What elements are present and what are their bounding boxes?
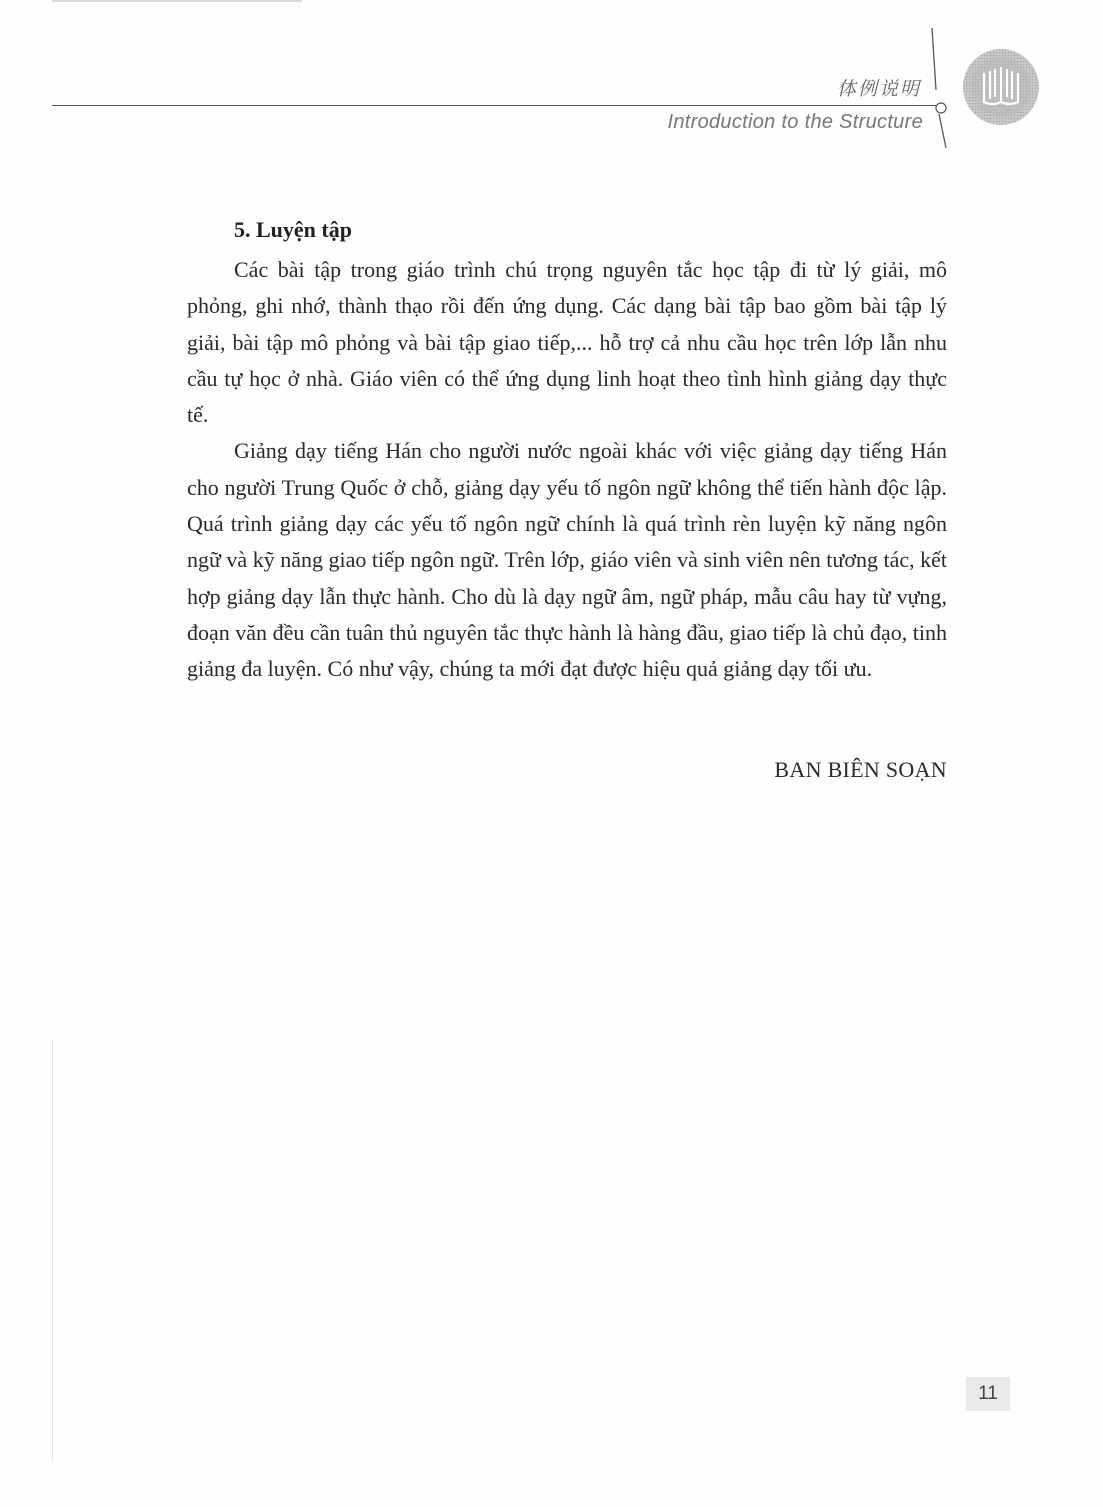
book-logo-icon bbox=[962, 48, 1040, 126]
main-content bbox=[187, 212, 947, 688]
paragraph-2: Giảng dạy tiếng Hán cho người nước ngoài khác với việc giảng dạy tiếng Hán cho người Trung Quốc ở chỗ, giảng dạy yếu tố ngôn ngữ không thể tiến hành độc lập. Quá trình giảng dạy các yếu tố ngôn ngữ chính là quá trình rèn luyện kỹ năng ngôn ngữ và kỹ năng giao tiếp ngôn ngữ. Trên lớp, giáo viên và sinh viên nên tương tác, kết hợp giảng dạy lẫn thực hành. Cho dù là dạy ngữ âm, ngữ pháp, mẫu câu hay từ vựng, đoạn văn đều cần tuân thủ nguyên tắc thực hành là hàng đầu, giao tiếp là chủ đạo, tinh giảng đa luyện. Có như vậy, chúng ta mới đạt được hiệu quả giảng dạy tối ưu. bbox=[187, 438, 947, 682]
scan-edge-left bbox=[52, 1040, 53, 1460]
header-english-title: Introduction to the Structure bbox=[667, 111, 923, 133]
scan-edge-top bbox=[52, 0, 302, 2]
paragraph-1: Các bài tập trong giáo trình chú trọng nguyên tắc học tập đi từ lý giải, mô phỏng, ghi nhớ, thành thạo rồi đến ứng dụng. Các dạng bài tập bao gồm bài tập lý giải, bài tập mô phỏng và bài tập giao tiếp,... hỗ trợ cả nhu cầu học trên lớp lẫn nhu cầu tự học ở nhà. Giáo viên có thể ứng dụng linh hoạt theo tình hình giảng dạy thực tế. bbox=[187, 257, 947, 428]
signature: BAN BIÊN SOẠN bbox=[774, 757, 947, 782]
header-rule bbox=[52, 105, 937, 106]
section-title: 5. Luyện tập bbox=[234, 217, 352, 242]
header-bracket-icon bbox=[926, 28, 956, 148]
page-number: 11 bbox=[966, 1377, 1010, 1411]
header-chinese-title: 体例说明 bbox=[836, 78, 921, 100]
